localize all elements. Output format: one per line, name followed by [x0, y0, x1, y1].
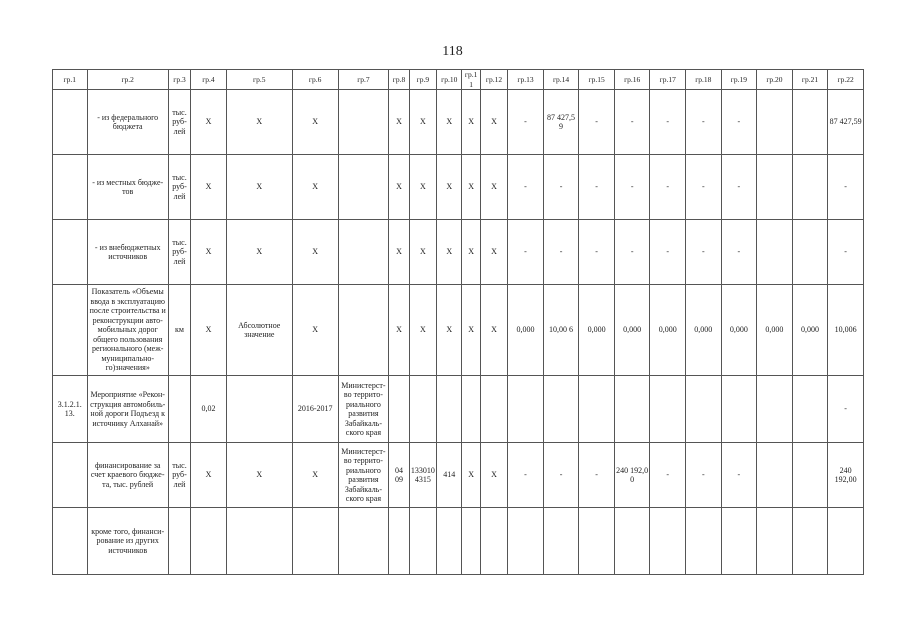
- table-cell: [757, 508, 793, 575]
- table-cell: [338, 285, 389, 376]
- column-header: гр.15: [579, 70, 615, 90]
- table-row: [53, 220, 864, 285]
- table-cell: [53, 508, 88, 575]
- table-cell: -: [721, 155, 757, 220]
- table-cell: [721, 508, 757, 575]
- table-cell: [226, 376, 292, 443]
- table-row: [53, 90, 864, 155]
- table-cell: X: [462, 285, 480, 376]
- table-cell: -: [650, 155, 686, 220]
- table-cell: [792, 443, 828, 508]
- table-cell: [338, 90, 389, 155]
- table-cell: 0,000: [650, 285, 686, 376]
- table-cell: 133010 4315: [409, 443, 436, 508]
- table-cell: [543, 508, 579, 575]
- table-row: [53, 376, 864, 443]
- column-header: гр.3: [168, 70, 190, 90]
- table-cell: X: [191, 443, 227, 508]
- table-cell: [338, 220, 389, 285]
- table-cell: 0,000: [757, 285, 793, 376]
- table-cell: [53, 285, 88, 376]
- table-cell: -: [686, 220, 722, 285]
- table-cell: [409, 376, 436, 443]
- table-cell: 3.1.2.1. 13.: [53, 376, 88, 443]
- table-cell: X: [292, 90, 338, 155]
- table-cell: [53, 220, 88, 285]
- table-cell: X: [191, 285, 227, 376]
- table-row: [53, 508, 864, 575]
- table-cell: X: [409, 90, 436, 155]
- table-cell: X: [480, 90, 507, 155]
- table-cell: [757, 155, 793, 220]
- table-cell: [437, 508, 462, 575]
- table-cell: тыс. руб- лей: [168, 155, 190, 220]
- table-cell: [53, 155, 88, 220]
- table-cell: [292, 508, 338, 575]
- table-cell: -: [543, 155, 579, 220]
- table-cell: [614, 376, 650, 443]
- table-cell: 0,000: [579, 285, 615, 376]
- table-cell: 10,006: [828, 285, 864, 376]
- table-cell: [686, 376, 722, 443]
- table-cell: -: [614, 220, 650, 285]
- table-row: [53, 155, 864, 220]
- table-cell: Министерст- во террито- риального развития Забайкаль- ского края: [338, 443, 389, 508]
- table-cell: [828, 508, 864, 575]
- table-cell: -: [686, 90, 722, 155]
- table-cell: 240 192,0 0: [614, 443, 650, 508]
- table-cell: Показатель «Объемы ввода в эксплуатацию после строительства и реконструкции авто- мобильных дорог общего пользования регионального (меж- муниципально- го)значения»: [87, 285, 168, 376]
- page-number: 118: [442, 44, 463, 59]
- table-cell: -: [828, 155, 864, 220]
- table-cell: X: [226, 220, 292, 285]
- table-cell: 0,000: [686, 285, 722, 376]
- table-row: [53, 443, 864, 508]
- table-cell: X: [409, 285, 436, 376]
- table-cell: X: [480, 443, 507, 508]
- table-cell: X: [226, 155, 292, 220]
- table-cell: X: [389, 90, 409, 155]
- column-header: гр.7: [338, 70, 389, 90]
- table-cell: [579, 376, 615, 443]
- table-cell: X: [437, 90, 462, 155]
- table-cell: X: [226, 443, 292, 508]
- table-cell: 87 427,5 9: [543, 90, 579, 155]
- table-cell: -: [508, 155, 544, 220]
- header-row: [53, 70, 864, 90]
- table-cell: X: [480, 155, 507, 220]
- table-cell: X: [462, 155, 480, 220]
- column-header: гр.13: [508, 70, 544, 90]
- table-cell: -: [543, 443, 579, 508]
- table-cell: X: [292, 155, 338, 220]
- column-header: гр.10: [437, 70, 462, 90]
- column-header: гр.22: [828, 70, 864, 90]
- table-cell: -: [579, 220, 615, 285]
- table-cell: 10,00 6: [543, 285, 579, 376]
- table-cell: -: [508, 443, 544, 508]
- table-cell: X: [292, 220, 338, 285]
- column-header: гр.11: [462, 70, 480, 90]
- table-cell: -: [686, 443, 722, 508]
- column-header: гр.2: [87, 70, 168, 90]
- table-cell: [792, 155, 828, 220]
- table-cell: [480, 508, 507, 575]
- table-cell: [480, 376, 507, 443]
- table-cell: X: [226, 90, 292, 155]
- table-cell: 87 427,59: [828, 90, 864, 155]
- table-cell: [409, 508, 436, 575]
- table-cell: [757, 220, 793, 285]
- table-cell: -: [543, 220, 579, 285]
- table-cell: [168, 508, 190, 575]
- table-cell: X: [191, 220, 227, 285]
- table-cell: -: [614, 90, 650, 155]
- table-cell: [543, 376, 579, 443]
- column-header: гр.18: [686, 70, 722, 90]
- table-cell: X: [389, 155, 409, 220]
- table-cell: X: [191, 155, 227, 220]
- table-cell: [389, 376, 409, 443]
- table-cell: X: [437, 220, 462, 285]
- table-cell: [650, 508, 686, 575]
- table-cell: X: [292, 285, 338, 376]
- table-cell: 0,000: [792, 285, 828, 376]
- table-cell: X: [292, 443, 338, 508]
- table-cell: [757, 376, 793, 443]
- table-cell: [792, 220, 828, 285]
- table-cell: [650, 376, 686, 443]
- table-cell: [721, 376, 757, 443]
- table-cell: км: [168, 285, 190, 376]
- table-cell: 0,000: [721, 285, 757, 376]
- table-cell: [168, 376, 190, 443]
- table-cell: кроме того, финанси- рование из других источников: [87, 508, 168, 575]
- table-cell: -: [579, 90, 615, 155]
- table-cell: - из внебюджетных источников: [87, 220, 168, 285]
- table-cell: X: [437, 155, 462, 220]
- table-cell: -: [508, 90, 544, 155]
- table-cell: -: [686, 155, 722, 220]
- table-cell: [338, 508, 389, 575]
- column-header: гр.1: [53, 70, 88, 90]
- table-cell: 0,000: [508, 285, 544, 376]
- table-cell: [614, 508, 650, 575]
- column-header: гр.6: [292, 70, 338, 90]
- table-cell: [53, 90, 88, 155]
- table-cell: X: [462, 90, 480, 155]
- table-cell: X: [480, 285, 507, 376]
- table-cell: [338, 155, 389, 220]
- table-cell: [462, 376, 480, 443]
- table-cell: [389, 508, 409, 575]
- table-cell: - из местных бюдже- тов: [87, 155, 168, 220]
- table-row: [53, 285, 864, 376]
- table-cell: [53, 443, 88, 508]
- table-cell: X: [389, 285, 409, 376]
- table-cell: Министерст- во террито- риального развития Забайкаль- ского края: [338, 376, 389, 443]
- table-cell: 0,02: [191, 376, 227, 443]
- table-cell: -: [828, 376, 864, 443]
- table-cell: тыс. руб- лей: [168, 443, 190, 508]
- table-cell: [757, 443, 793, 508]
- table-cell: X: [462, 443, 480, 508]
- table-cell: -: [721, 220, 757, 285]
- table-cell: -: [650, 220, 686, 285]
- column-header: гр.9: [409, 70, 436, 90]
- column-header: гр.8: [389, 70, 409, 90]
- column-header: гр.17: [650, 70, 686, 90]
- table-cell: -: [721, 443, 757, 508]
- table-cell: 0,000: [614, 285, 650, 376]
- table-cell: X: [409, 155, 436, 220]
- table-cell: [757, 90, 793, 155]
- column-header: гр.21: [792, 70, 828, 90]
- column-header: гр.20: [757, 70, 793, 90]
- table-cell: Абсолютное значение: [226, 285, 292, 376]
- table-cell: [508, 376, 544, 443]
- table-cell: [437, 376, 462, 443]
- table-cell: X: [480, 220, 507, 285]
- table-cell: 414: [437, 443, 462, 508]
- column-header: гр.5: [226, 70, 292, 90]
- table-cell: финансирование за счет краевого бюдже- та, тыс. рублей: [87, 443, 168, 508]
- data-table: [52, 69, 864, 575]
- table-cell: тыс. руб- лей: [168, 90, 190, 155]
- table-cell: X: [409, 220, 436, 285]
- table-cell: 240 192,00: [828, 443, 864, 508]
- table-cell: -: [614, 155, 650, 220]
- table-cell: -: [721, 90, 757, 155]
- table-cell: [792, 508, 828, 575]
- table-cell: [792, 90, 828, 155]
- table-cell: - из федерального бюджета: [87, 90, 168, 155]
- column-header: гр.16: [614, 70, 650, 90]
- table-cell: X: [462, 220, 480, 285]
- table-cell: -: [579, 155, 615, 220]
- column-header: гр.14: [543, 70, 579, 90]
- table-cell: [508, 508, 544, 575]
- table-cell: -: [650, 90, 686, 155]
- table-cell: -: [579, 443, 615, 508]
- table-cell: X: [389, 220, 409, 285]
- table-cell: X: [437, 285, 462, 376]
- table-cell: [792, 376, 828, 443]
- column-header: гр.19: [721, 70, 757, 90]
- table-cell: тыс. руб- лей: [168, 220, 190, 285]
- table-cell: 2016-2017: [292, 376, 338, 443]
- table-cell: [191, 508, 227, 575]
- column-header: гр.4: [191, 70, 227, 90]
- table-cell: -: [508, 220, 544, 285]
- table-cell: [579, 508, 615, 575]
- table-cell: [686, 508, 722, 575]
- table-cell: -: [650, 443, 686, 508]
- column-header: гр.12: [480, 70, 507, 90]
- table-cell: -: [828, 220, 864, 285]
- table-cell: Мероприятие «Рекон- струкция автомобиль- ной дороги Подъезд к источнику Алханай»: [87, 376, 168, 443]
- table-cell: [462, 508, 480, 575]
- table-cell: X: [191, 90, 227, 155]
- table-cell: 04 09: [389, 443, 409, 508]
- table-cell: [226, 508, 292, 575]
